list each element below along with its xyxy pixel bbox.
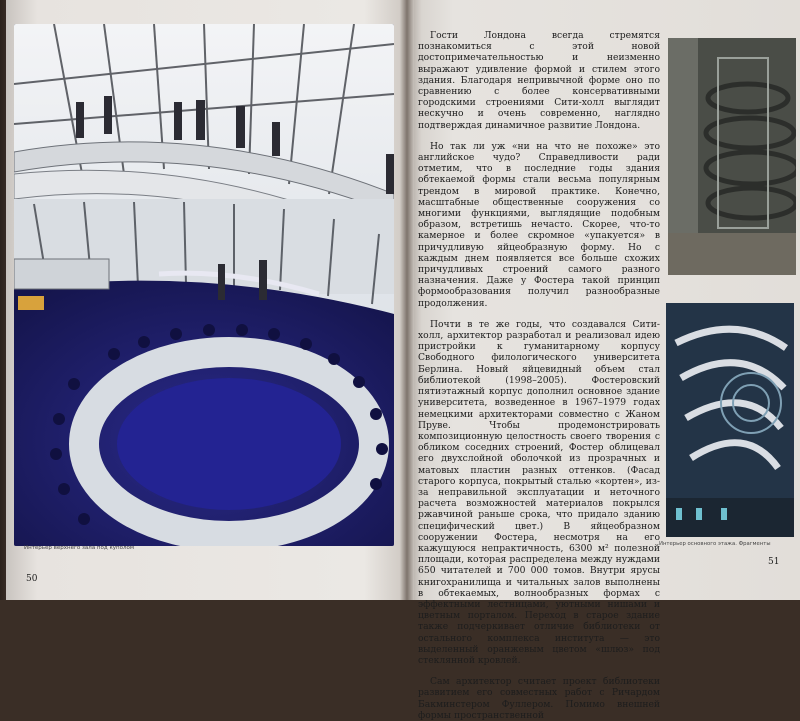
photo-library-interior-fragment — [666, 303, 794, 537]
paragraph: Гости Лондона всегда стремятся познакомиться с этой новой достопримечательностью и неизменно выражают удивление формой и стилем этого здания. Благодаря непривычной форме оно по сравнению с более консервативными городскими строениями Сити-холл выглядит нескучно и очень современно, наглядно подтверждая динамичное развитие Лондона. — [418, 30, 660, 131]
page-number-left: 50 — [26, 574, 38, 584]
paragraph: Но так ли уж «ни на что не похоже» это английское чудо? Справедливости ради отметим, что в последние годы здания обтекаемой формы стали весьма популярным трендом в мировой практике. Конечно, масштабные общественные сооружения со многими функциями, выглядящие подобным образом, встретишь нечасто. Скорее, что-то камерное и более скромное «упакуется» в причудливую яйцеобразную форму. Но с каждым днем появляется все больше схожих причудливых строений самого разного назначения. Даже у Фостера такой принцип формообразования получил разнообразные продолжения. — [418, 140, 660, 309]
page-number-right: 51 — [768, 557, 780, 567]
book-gutter — [400, 0, 414, 600]
paragraph: Сам архитектор считает проект библиотеки развитием его совместных работ с Ричардом Бакминстером Фуллером. Помимо внешней формы пространственной — [418, 676, 660, 721]
photo-library-exterior-fragment — [668, 38, 796, 275]
body-text — [418, 30, 660, 721]
photo-caption-left: Интерьер верхнего зала под куполом — [24, 545, 135, 551]
photo-caption-right: Интерьер основного этажа. Фрагменты — [659, 541, 771, 547]
photo-council-chamber — [14, 24, 394, 546]
paragraph: Почти в те же годы, что создавался Сити-холл, архитектор разработал и реализовал идею пристройки к гуманитарному корпусу Свободного филологического университета Берлина. Новый яйцевидный объем стал библиотекой (1998–2005). Фостеровский пятиэтажный корпус дополнил основное здание университета, возведенное в 1967–1979 годах немецкими архитекторами совместно с Жаном Пруве. Чтобы продемонстрировать композиционную целостность своего творения с обликом соседних строений, Фостер облицевал его двухслойной оболочкой из прозрачных и матовых пластин разных оттенков. (Фасад старого корпуса, покрытый сталью «кортен», из-за неправильной эксплуатации и неточного расчета возможностей материалов покрылся ржавчиной раньше срока, что придало зданию специфический цвет.) В яйцеобразном сооружении Фостера, несмотря на его кажущуюся непрактичность, 6300 м² полезной площади, которая распределена между нуждами 650 читателей и 700 000 томов. Внутри ярусы книгохранилища и читальных залов выполнены в обтекаемых, волнообразных формах с эффектными лестницами, уютными нишами и цветным порталом. Переход в старое здание также подчеркивает отличие библиотеки от остального комплекса института — это выделенный оранжевым цветом «шлюз» под стеклянной кровлей. — [418, 318, 660, 666]
